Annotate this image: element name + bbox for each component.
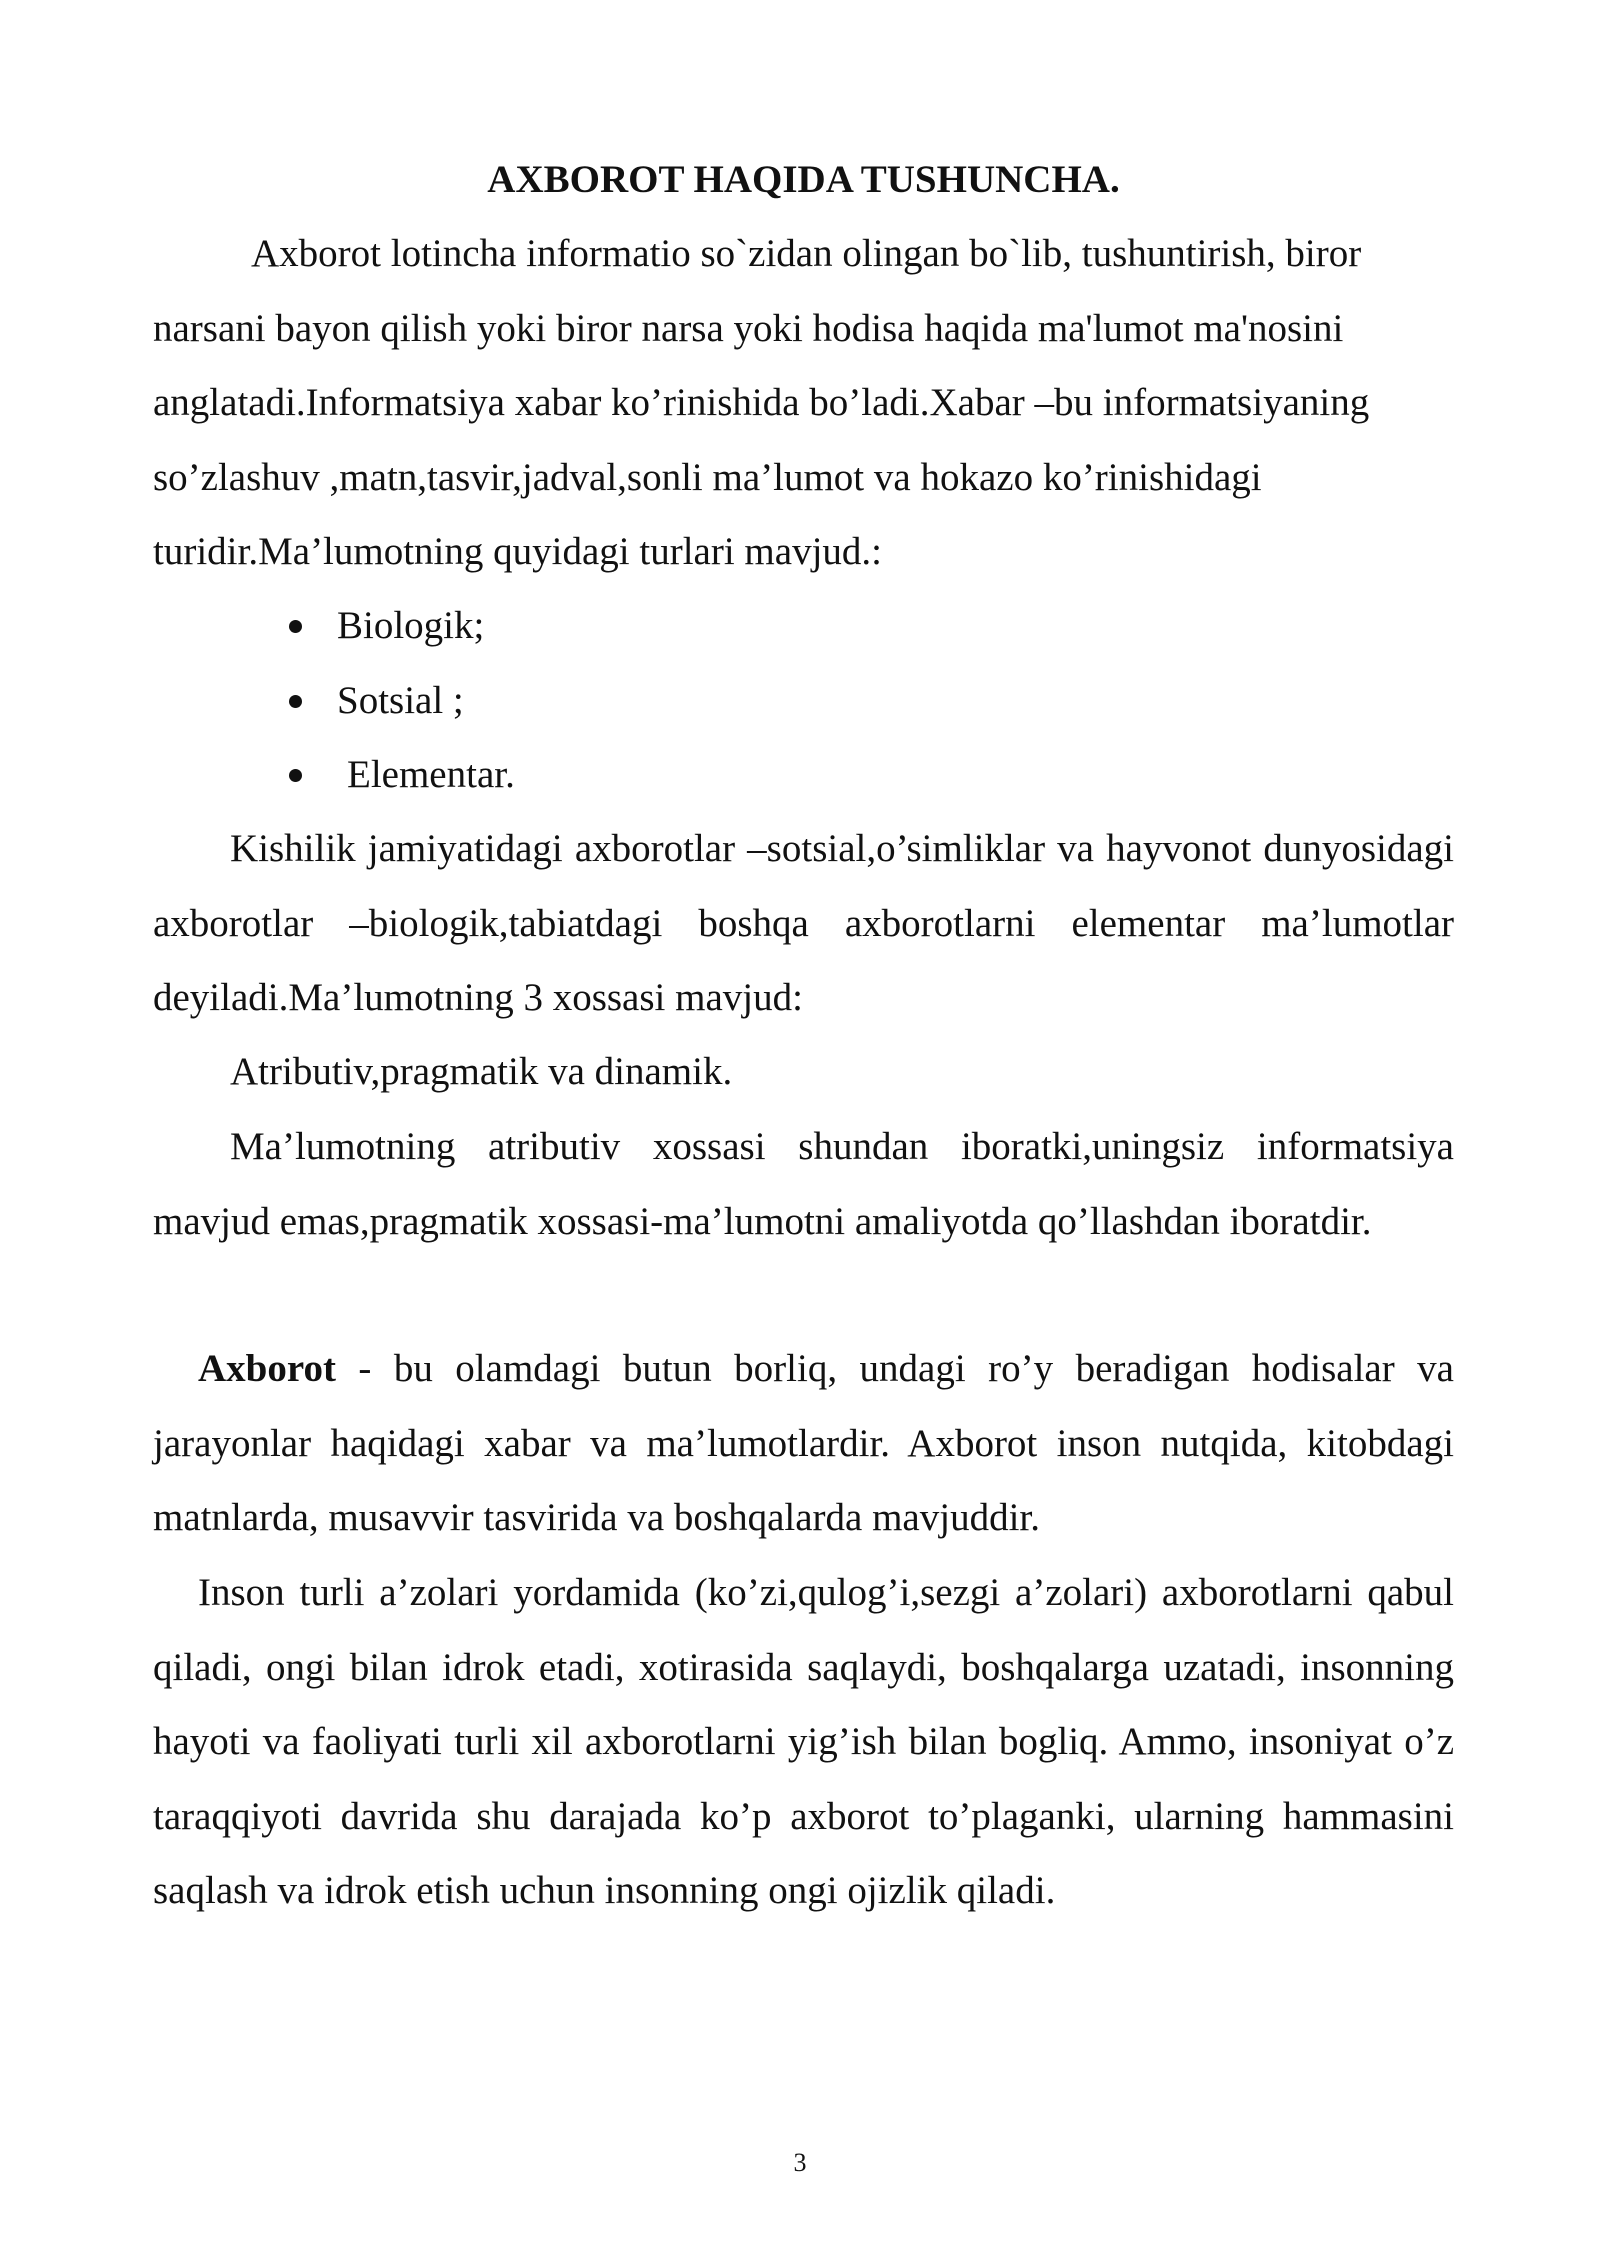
list-item	[280, 738, 515, 813]
page-number: 3	[793, 2148, 807, 2177]
paragraph-types: Kishilik jamiyatidagi axborotlar –sotsial,o’simliklar va hayvonot dunyosidagi axborotlar –biologik,tabiatdagi boshqa axborotlarni elementar ma’lumotlar deyiladi.Ma’lumotning 3 xossasi mavjud:	[153, 827, 1454, 1020]
paragraph-attributive: Ma’lumotning atributiv xossasi shundan iboratki,uningsiz informatsiya mavjud emas,pragmatik xossasi-ma’lumotni amaliyotda qo’llashdan iboratdir.	[153, 1125, 1454, 1243]
paragraph-definition	[153, 1332, 1454, 1556]
paragraph-properties: Atributiv,pragmatik va dinamik.	[230, 1050, 733, 1093]
list-item-label: Elementar.	[347, 753, 515, 797]
term-axborot: Axborot	[198, 1347, 336, 1390]
bullet-icon	[289, 620, 302, 633]
list-item	[280, 589, 515, 664]
bullet-icon	[289, 695, 302, 708]
list-item	[280, 664, 515, 739]
definition-text: - bu olamdagi butun borliq, undagi ro’y beradigan hodisalar va jarayonlar haqidagi xabar va ma’lumotlardir. Axborot inson nutqida, kitobdagi matnlarda, musavvir tasvirida va boshqalarda mavjuddir.	[153, 1347, 1454, 1540]
bullet-icon	[289, 769, 302, 782]
list-item-label: Biologik;	[337, 604, 485, 647]
paragraph-intro: Axborot lotincha informatio so`zidan olingan bo`lib, tushuntirish, biror narsani bayon qilish yoki biror narsa yoki hodisa haqida ma'lumot ma'nosini anglatadi.Informatsiya xabar ko’rinishida bo’ladi.Xabar –bu informatsiyaning so’zlashuv ,matn,tasvir,jadval,sonli ma’lumot va hokazo ko’rinishidagi turidir.Ma’lumotning quyidagi turlari mavjud.:	[153, 232, 1370, 574]
paragraph-human-perception: Inson turli a’zolari yordamida (ko’zi,qulog’i,sezgi a’zolari) axborotlarni qabul qiladi, ongi bilan idrok etadi, xotirasida saqlaydi, boshqalarga uzatadi, insonning hayoti va faoliyati turli xil axborotlarni yig’ish bilan bogliq. Ammo, insoniyat o’z taraqqiyoti davrida shu darajada ko’p axborot to’plaganki, ularning hammasini saqlash va idrok etish uchun insonning ongi ojizlik qiladi.	[153, 1571, 1454, 1913]
list-item-label: Sotsial ;	[337, 678, 464, 722]
page-title: AXBOROT HAQIDA TUSHUNCHA.	[487, 158, 1120, 201]
bullet-list	[280, 589, 515, 813]
